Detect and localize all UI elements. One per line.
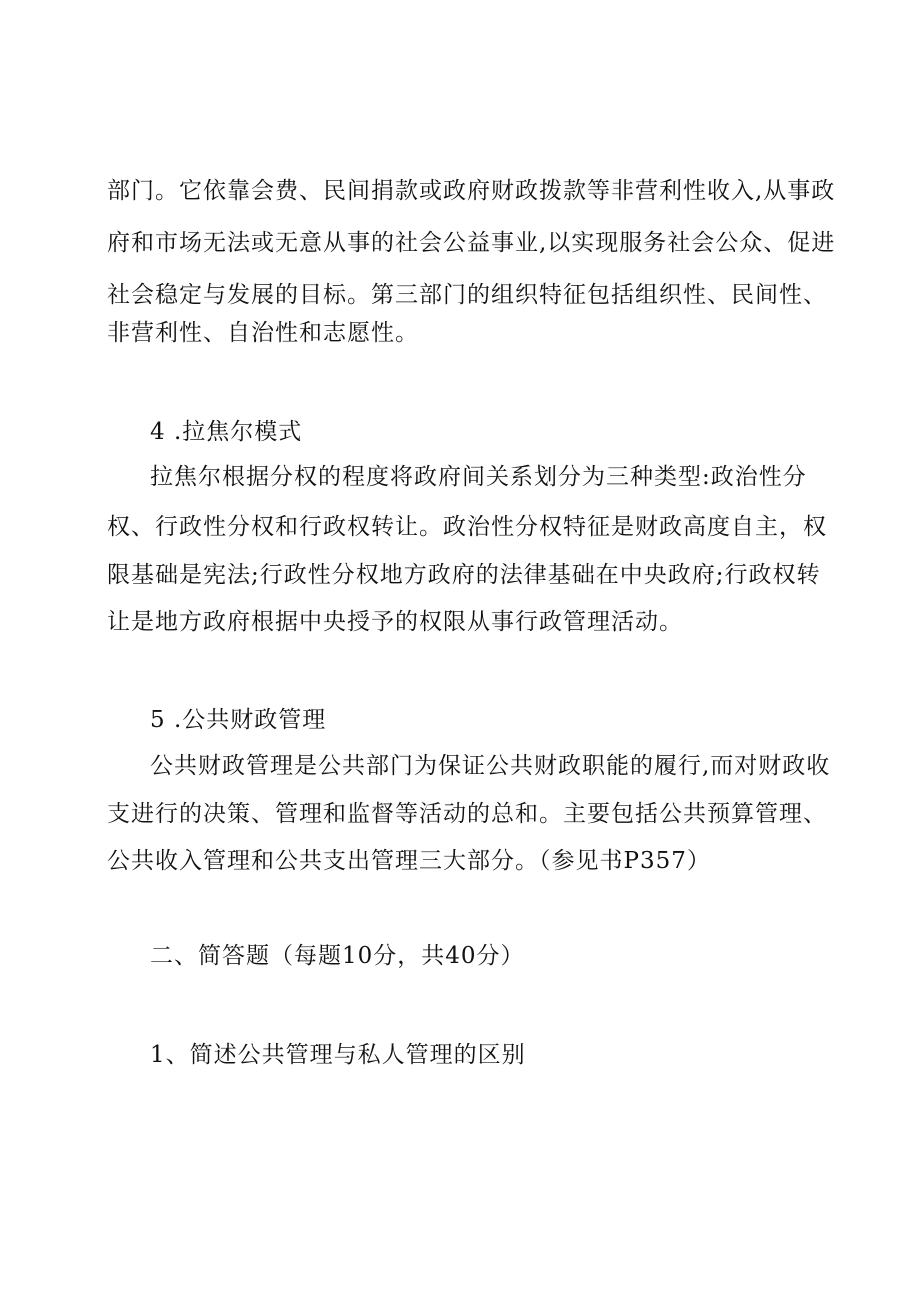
- paragraph-line: 让是地方政府根据中央授予的权限从事行政管理活动。: [107, 609, 683, 635]
- section-heading: 5 .公共财政管理: [150, 707, 327, 733]
- paragraph-line: 府和市场无法或无意从事的社会公益事业,以实现服务社会公众、促进: [107, 230, 836, 256]
- paragraph-line: 限基础是宪法;行政性分权地方政府的法律基础在中央政府;行政权转: [107, 562, 821, 588]
- paragraph-line: 公共收入管理和公共支出管理三大部分。（参见书P357）: [107, 848, 711, 874]
- paragraph-line: 权、行政性分权和行政权转让。政治性分权特征是财政高度自主，权: [107, 514, 827, 540]
- paragraph-line: 公共财政管理是公共部门为保证公共财政职能的履行,而对财政收: [150, 753, 831, 779]
- paragraph-line: 非营利性、自治性和志愿性。: [107, 320, 419, 346]
- paragraph-line: 部门。它依靠会费、民间捐款或政府财政拨款等非营利性收入,从事政: [107, 178, 836, 204]
- section-heading: 4 .拉焦尔模式: [150, 419, 303, 445]
- question-1-heading: 1、简述公共管理与私人管理的区别: [150, 1042, 526, 1068]
- part-2-heading: 二、简答题（每题10分，共40分）: [150, 943, 525, 969]
- paragraph-line: 支进行的决策、管理和监督等活动的总和。主要包括公共预算管理、: [107, 801, 827, 827]
- paragraph-line: 拉焦尔根据分权的程度将政府间关系划分为三种类型:政治性分: [150, 464, 807, 490]
- paragraph-line: 社会稳定与发展的目标。第三部门的组织特征包括组织性、民间性、: [107, 282, 827, 308]
